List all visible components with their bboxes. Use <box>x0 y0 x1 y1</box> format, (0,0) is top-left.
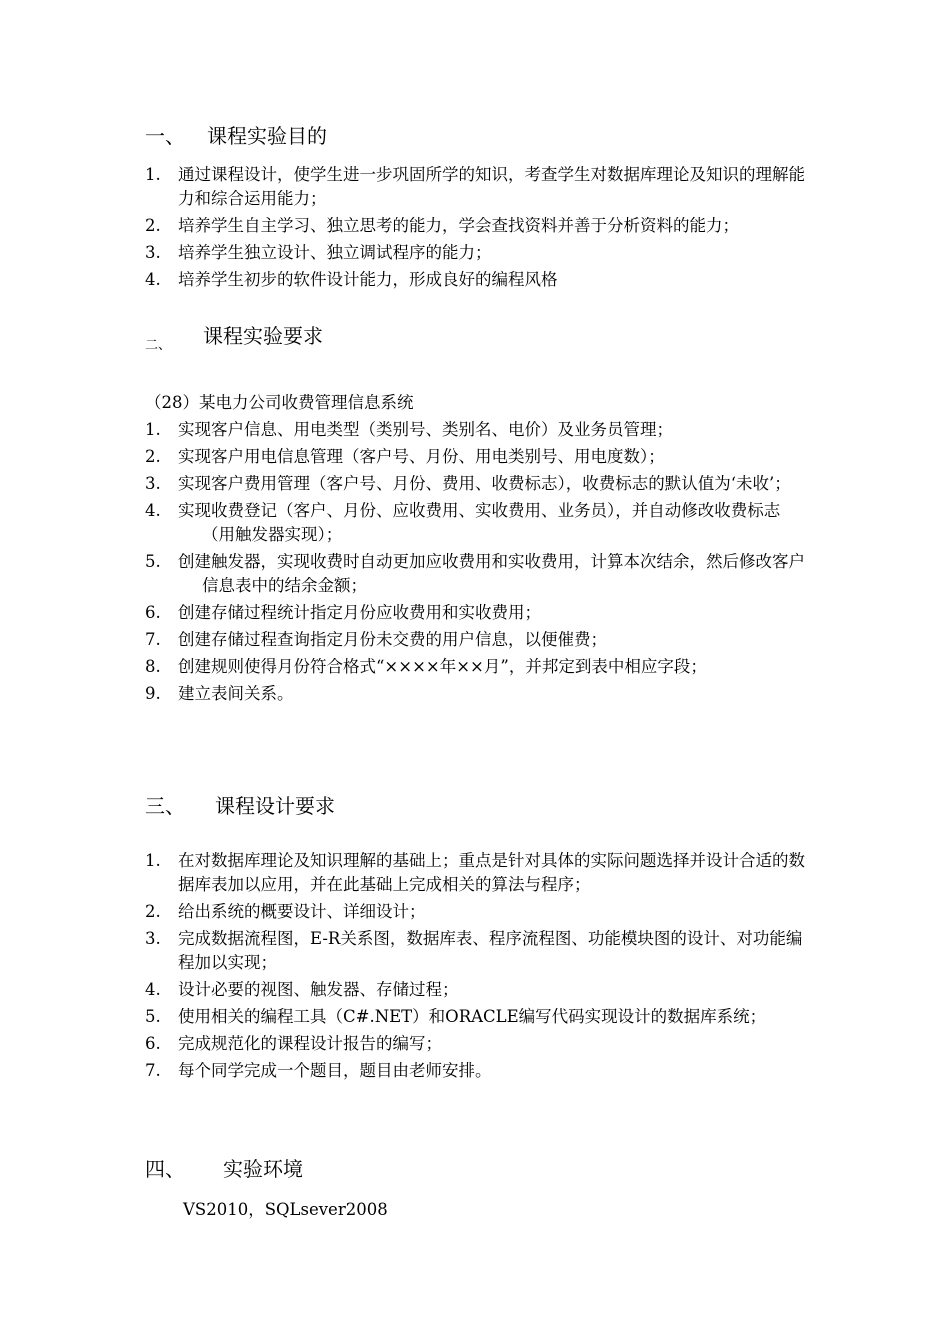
section-3-heading <box>145 794 335 818</box>
list-item: 1. 在对数据库理论及知识理解的基础上；重点是针对具体的实际问题选择并设计合适的数据库表加以应用，并在此基础上完成相关的算法与程序； <box>145 851 805 894</box>
environment-text: VS2010，SQLsever2008 <box>183 1200 388 1219</box>
list-item: 3. 培养学生独立设计、独立调试程序的能力； <box>145 243 492 262</box>
list-item: 7. 每个同学完成一个题目，题目由老师安排。 <box>145 1061 492 1080</box>
list-item: 3. 实现客户费用管理（客户号、月份、费用、收费标志），收费标志的默认值为‘未收’； <box>145 474 791 493</box>
list-item: 4. 实现收费登记（客户、月份、应收费用、实收费用、业务员），并自动修改收费标志（用触发器实现）； <box>145 501 781 544</box>
list-item: 2. 给出系统的概要设计、详细设计； <box>145 902 426 921</box>
list-item: 1. 通过课程设计，使学生进一步巩固所学的知识，考查学生对数据库理论及知识的理解能力和综合运用能力； <box>145 165 805 208</box>
list-item: 6. 创建存储过程统计指定月份应收费用和实收费用； <box>145 603 541 622</box>
section-1-number: 一、 <box>145 124 185 148</box>
section-3-title: 课程设计要求 <box>215 794 335 818</box>
section-2-number: 二、 <box>145 338 172 353</box>
section-4-title: 实验环境 <box>223 1157 303 1181</box>
list-item: 2. 实现客户用电信息管理（客户号、月份、用电类别号、用电度数）； <box>145 447 665 466</box>
section-2-title: 课程实验要求 <box>203 324 324 348</box>
list-item: 8. 创建规则使得月份符合格式“××××年××月”，并邦定到表中相应字段； <box>145 657 707 676</box>
list-item: 7. 创建存储过程查询指定月份未交费的用户信息，以便催费； <box>145 630 607 649</box>
section-1-title: 课程实验目的 <box>207 124 327 148</box>
section-1-list <box>145 163 813 295</box>
list-item: 4. 设计必要的视图、触发器、存储过程； <box>145 980 459 999</box>
section-4-heading <box>145 1157 303 1181</box>
section-4-number: 四、 <box>145 1157 185 1181</box>
section-1-heading <box>145 124 327 148</box>
list-item: 5. 创建触发器，实现收费时自动更加应收费用和实收费用，计算本次结余，然后修改客户信息表中的结余金额； <box>145 552 805 595</box>
section-2-heading <box>145 324 323 358</box>
list-item: 4. 培养学生初步的软件设计能力，形成良好的编程风格 <box>145 270 558 289</box>
list-item: 5. 使用相关的编程工具（C#.NET）和ORACLE编写代码实现设计的数据库系统； <box>145 1007 767 1026</box>
section-2-list <box>145 418 813 709</box>
list-item: 6. 完成规范化的课程设计报告的编写； <box>145 1034 442 1053</box>
list-item: 2. 培养学生自主学习、独立思考的能力，学会查找资料并善于分析资料的能力； <box>145 216 739 235</box>
list-item: 3. 完成数据流程图，E-R关系图，数据库表、程序流程图、功能模块图的设计、对功能编程加以实现； <box>145 929 803 972</box>
section-3-number: 三、 <box>145 794 185 818</box>
list-item: 9. 建立表间关系。 <box>145 684 294 703</box>
list-item: 1. 实现客户信息、用电类型（类别号、类别名、电价）及业务员管理； <box>145 420 673 439</box>
topic-line: （28）某电力公司收费管理信息系统 <box>145 393 414 412</box>
section-3-list <box>145 849 813 1086</box>
